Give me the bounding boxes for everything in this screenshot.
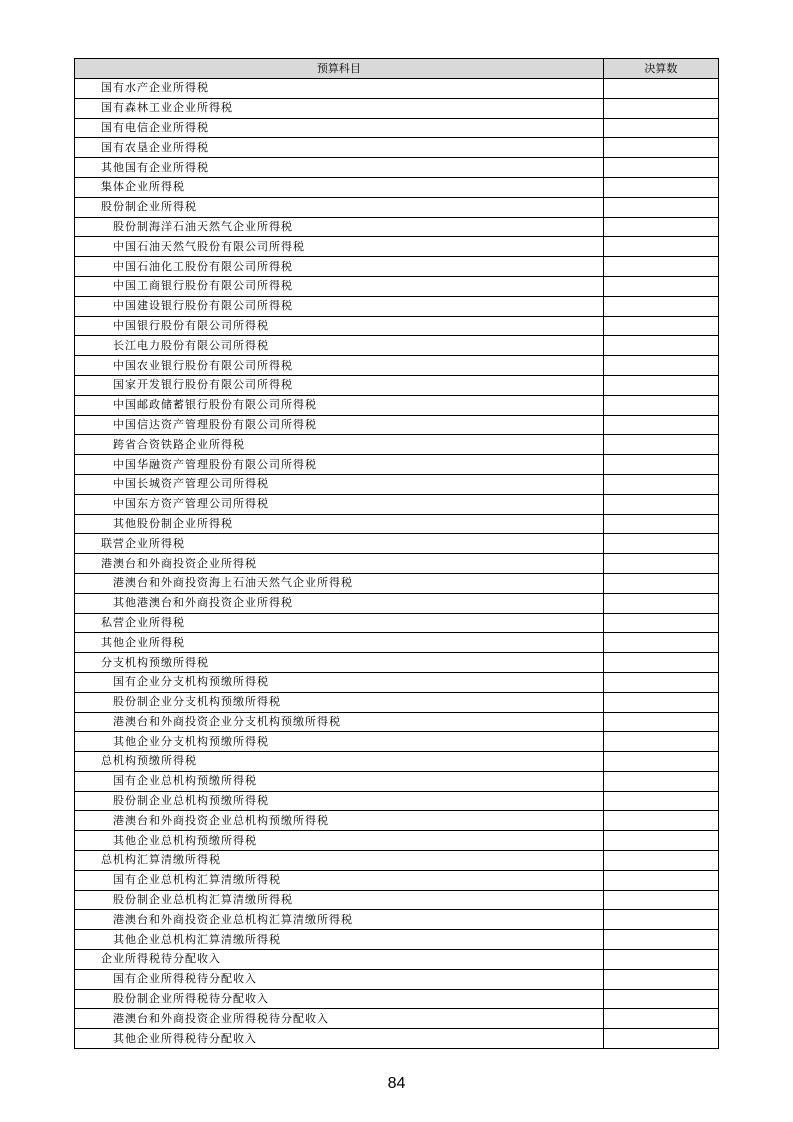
table-row bbox=[75, 554, 719, 574]
final-amount-cell bbox=[603, 672, 718, 692]
budget-item-cell: 企业所得税待分配收入 bbox=[75, 950, 604, 970]
table-row bbox=[75, 672, 719, 692]
budget-item-cell: 中国信达资产管理股份有限公司所得税 bbox=[75, 415, 604, 435]
budget-item-cell: 总机构汇算清缴所得税 bbox=[75, 851, 604, 871]
budget-item-cell: 其他企业所得税 bbox=[75, 633, 604, 653]
table-row bbox=[75, 732, 719, 752]
table-row bbox=[75, 1029, 719, 1049]
table-row bbox=[75, 296, 719, 316]
final-amount-cell bbox=[603, 276, 718, 296]
final-amount-cell bbox=[603, 653, 718, 673]
table-row bbox=[75, 375, 719, 395]
table-row bbox=[75, 870, 719, 890]
table-row bbox=[75, 177, 719, 197]
table-row bbox=[75, 752, 719, 772]
table-row bbox=[75, 316, 719, 336]
budget-item-cell: 其他企业所得税待分配收入 bbox=[75, 1029, 604, 1049]
table-row bbox=[75, 969, 719, 989]
final-amount-cell bbox=[603, 375, 718, 395]
final-amount-cell bbox=[603, 950, 718, 970]
table-header bbox=[75, 59, 719, 79]
table-row bbox=[75, 989, 719, 1009]
table-row bbox=[75, 653, 719, 673]
final-amount-cell bbox=[603, 930, 718, 950]
table-row bbox=[75, 771, 719, 791]
table-body bbox=[75, 79, 719, 1049]
final-amount-cell bbox=[603, 534, 718, 554]
table-row bbox=[75, 276, 719, 296]
budget-item-cell: 国有企业所得税待分配收入 bbox=[75, 969, 604, 989]
table-row bbox=[75, 257, 719, 277]
budget-item-cell: 港澳台和外商投资企业总机构汇算清缴所得税 bbox=[75, 910, 604, 930]
final-amount-cell bbox=[603, 851, 718, 871]
budget-item-cell: 港澳台和外商投资企业所得税 bbox=[75, 554, 604, 574]
table-row bbox=[75, 930, 719, 950]
final-amount-cell bbox=[603, 138, 718, 158]
budget-item-cell: 港澳台和外商投资海上石油天然气企业所得税 bbox=[75, 573, 604, 593]
final-amount-cell bbox=[603, 474, 718, 494]
budget-item-cell: 中国银行股份有限公司所得税 bbox=[75, 316, 604, 336]
final-amount-cell bbox=[603, 98, 718, 118]
budget-item-cell: 其他企业总机构汇算清缴所得税 bbox=[75, 930, 604, 950]
final-amount-cell bbox=[603, 197, 718, 217]
budget-item-cell: 国有企业总机构汇算清缴所得税 bbox=[75, 870, 604, 890]
final-amount-cell bbox=[603, 989, 718, 1009]
table-row bbox=[75, 534, 719, 554]
budget-item-cell: 中国石油天然气股份有限公司所得税 bbox=[75, 237, 604, 257]
final-amount-cell bbox=[603, 1009, 718, 1029]
budget-item-cell: 总机构预缴所得税 bbox=[75, 752, 604, 772]
budget-item-cell: 中国华融资产管理股份有限公司所得税 bbox=[75, 455, 604, 475]
final-amount-cell bbox=[603, 79, 718, 99]
budget-item-cell: 私营企业所得税 bbox=[75, 613, 604, 633]
budget-item-cell: 国家开发银行股份有限公司所得税 bbox=[75, 375, 604, 395]
budget-item-cell: 联营企业所得税 bbox=[75, 534, 604, 554]
page-number: 84 bbox=[387, 1075, 406, 1092]
table-row bbox=[75, 138, 719, 158]
table-row bbox=[75, 613, 719, 633]
table-row bbox=[75, 79, 719, 99]
final-amount-cell bbox=[603, 217, 718, 237]
table-row bbox=[75, 831, 719, 851]
final-amount-cell bbox=[603, 831, 718, 851]
table-row bbox=[75, 356, 719, 376]
budget-item-cell: 其他港澳台和外商投资企业所得税 bbox=[75, 593, 604, 613]
budget-item-cell: 中国长城资产管理公司所得税 bbox=[75, 474, 604, 494]
budget-item-cell: 其他国有企业所得税 bbox=[75, 158, 604, 178]
budget-item-cell: 中国邮政储蓄银行股份有限公司所得税 bbox=[75, 395, 604, 415]
final-amount-cell bbox=[603, 811, 718, 831]
table-row bbox=[75, 197, 719, 217]
final-amount-cell bbox=[603, 752, 718, 772]
final-amount-cell bbox=[603, 890, 718, 910]
table-row bbox=[75, 633, 719, 653]
table-row bbox=[75, 336, 719, 356]
budget-item-cell: 其他企业总机构预缴所得税 bbox=[75, 831, 604, 851]
final-amount-cell bbox=[603, 771, 718, 791]
table-row bbox=[75, 950, 719, 970]
table-row bbox=[75, 811, 719, 831]
table-row bbox=[75, 237, 719, 257]
budget-item-cell: 分支机构预缴所得税 bbox=[75, 653, 604, 673]
table-row bbox=[75, 395, 719, 415]
budget-item-cell: 其他股份制企业所得税 bbox=[75, 514, 604, 534]
final-amount-cell bbox=[603, 177, 718, 197]
final-amount-cell bbox=[603, 237, 718, 257]
final-amount-cell bbox=[603, 514, 718, 534]
table-row bbox=[75, 435, 719, 455]
table-row bbox=[75, 910, 719, 930]
final-amount-cell bbox=[603, 910, 718, 930]
budget-item-cell: 股份制企业分支机构预缴所得税 bbox=[75, 692, 604, 712]
budget-item-cell: 国有企业总机构预缴所得税 bbox=[75, 771, 604, 791]
budget-item-cell: 中国农业银行股份有限公司所得税 bbox=[75, 356, 604, 376]
budget-item-cell: 长江电力股份有限公司所得税 bbox=[75, 336, 604, 356]
budget-table bbox=[74, 58, 719, 1049]
table-row bbox=[75, 98, 719, 118]
final-amount-cell bbox=[603, 732, 718, 752]
budget-item-cell: 国有水产企业所得税 bbox=[75, 79, 604, 99]
budget-item-cell: 港澳台和外商投资企业分支机构预缴所得税 bbox=[75, 712, 604, 732]
final-amount-cell bbox=[603, 494, 718, 514]
table-row bbox=[75, 791, 719, 811]
budget-item-cell: 其他企业分支机构预缴所得税 bbox=[75, 732, 604, 752]
budget-item-cell: 国有森林工业企业所得税 bbox=[75, 98, 604, 118]
table-row bbox=[75, 118, 719, 138]
budget-item-cell: 股份制企业所得税待分配收入 bbox=[75, 989, 604, 1009]
final-amount-cell bbox=[603, 296, 718, 316]
budget-item-cell: 国有农垦企业所得税 bbox=[75, 138, 604, 158]
final-amount-cell bbox=[603, 158, 718, 178]
budget-item-cell: 国有企业分支机构预缴所得税 bbox=[75, 672, 604, 692]
table-row bbox=[75, 890, 719, 910]
table-row bbox=[75, 158, 719, 178]
table-row bbox=[75, 514, 719, 534]
table-row bbox=[75, 593, 719, 613]
budget-item-cell: 股份制企业总机构汇算清缴所得税 bbox=[75, 890, 604, 910]
final-amount-cell bbox=[603, 633, 718, 653]
budget-item-cell: 集体企业所得税 bbox=[75, 177, 604, 197]
budget-item-cell: 股份制海洋石油天然气企业所得税 bbox=[75, 217, 604, 237]
table-row bbox=[75, 455, 719, 475]
final-amount-cell bbox=[603, 118, 718, 138]
final-amount-cell bbox=[603, 870, 718, 890]
budget-item-cell: 国有电信企业所得税 bbox=[75, 118, 604, 138]
final-amount-cell bbox=[603, 554, 718, 574]
table-row bbox=[75, 712, 719, 732]
budget-item-cell: 中国工商银行股份有限公司所得税 bbox=[75, 276, 604, 296]
final-amount-cell bbox=[603, 336, 718, 356]
final-amount-cell bbox=[603, 316, 718, 336]
budget-item-cell: 港澳台和外商投资企业所得税待分配收入 bbox=[75, 1009, 604, 1029]
header-budget-item: 预算科目 bbox=[75, 59, 604, 79]
final-amount-cell bbox=[603, 692, 718, 712]
final-amount-cell bbox=[603, 712, 718, 732]
header-row bbox=[75, 59, 719, 79]
final-amount-cell bbox=[603, 1029, 718, 1049]
final-amount-cell bbox=[603, 415, 718, 435]
final-amount-cell bbox=[603, 573, 718, 593]
table-row bbox=[75, 415, 719, 435]
budget-item-cell: 股份制企业所得税 bbox=[75, 197, 604, 217]
table-row bbox=[75, 494, 719, 514]
budget-item-cell: 中国建设银行股份有限公司所得税 bbox=[75, 296, 604, 316]
table-row bbox=[75, 573, 719, 593]
table-row bbox=[75, 692, 719, 712]
table-row bbox=[75, 1009, 719, 1029]
final-amount-cell bbox=[603, 435, 718, 455]
budget-item-cell: 中国东方资产管理公司所得税 bbox=[75, 494, 604, 514]
final-amount-cell bbox=[603, 455, 718, 475]
final-amount-cell bbox=[603, 593, 718, 613]
header-final-amount: 决算数 bbox=[603, 59, 718, 79]
budget-item-cell: 股份制企业总机构预缴所得税 bbox=[75, 791, 604, 811]
final-amount-cell bbox=[603, 613, 718, 633]
final-amount-cell bbox=[603, 395, 718, 415]
final-amount-cell bbox=[603, 969, 718, 989]
budget-item-cell: 港澳台和外商投资企业总机构预缴所得税 bbox=[75, 811, 604, 831]
budget-item-cell: 跨省合资铁路企业所得税 bbox=[75, 435, 604, 455]
table-row bbox=[75, 851, 719, 871]
final-amount-cell bbox=[603, 791, 718, 811]
budget-item-cell: 中国石油化工股份有限公司所得税 bbox=[75, 257, 604, 277]
final-amount-cell bbox=[603, 257, 718, 277]
table-row bbox=[75, 474, 719, 494]
final-amount-cell bbox=[603, 356, 718, 376]
table-row bbox=[75, 217, 719, 237]
